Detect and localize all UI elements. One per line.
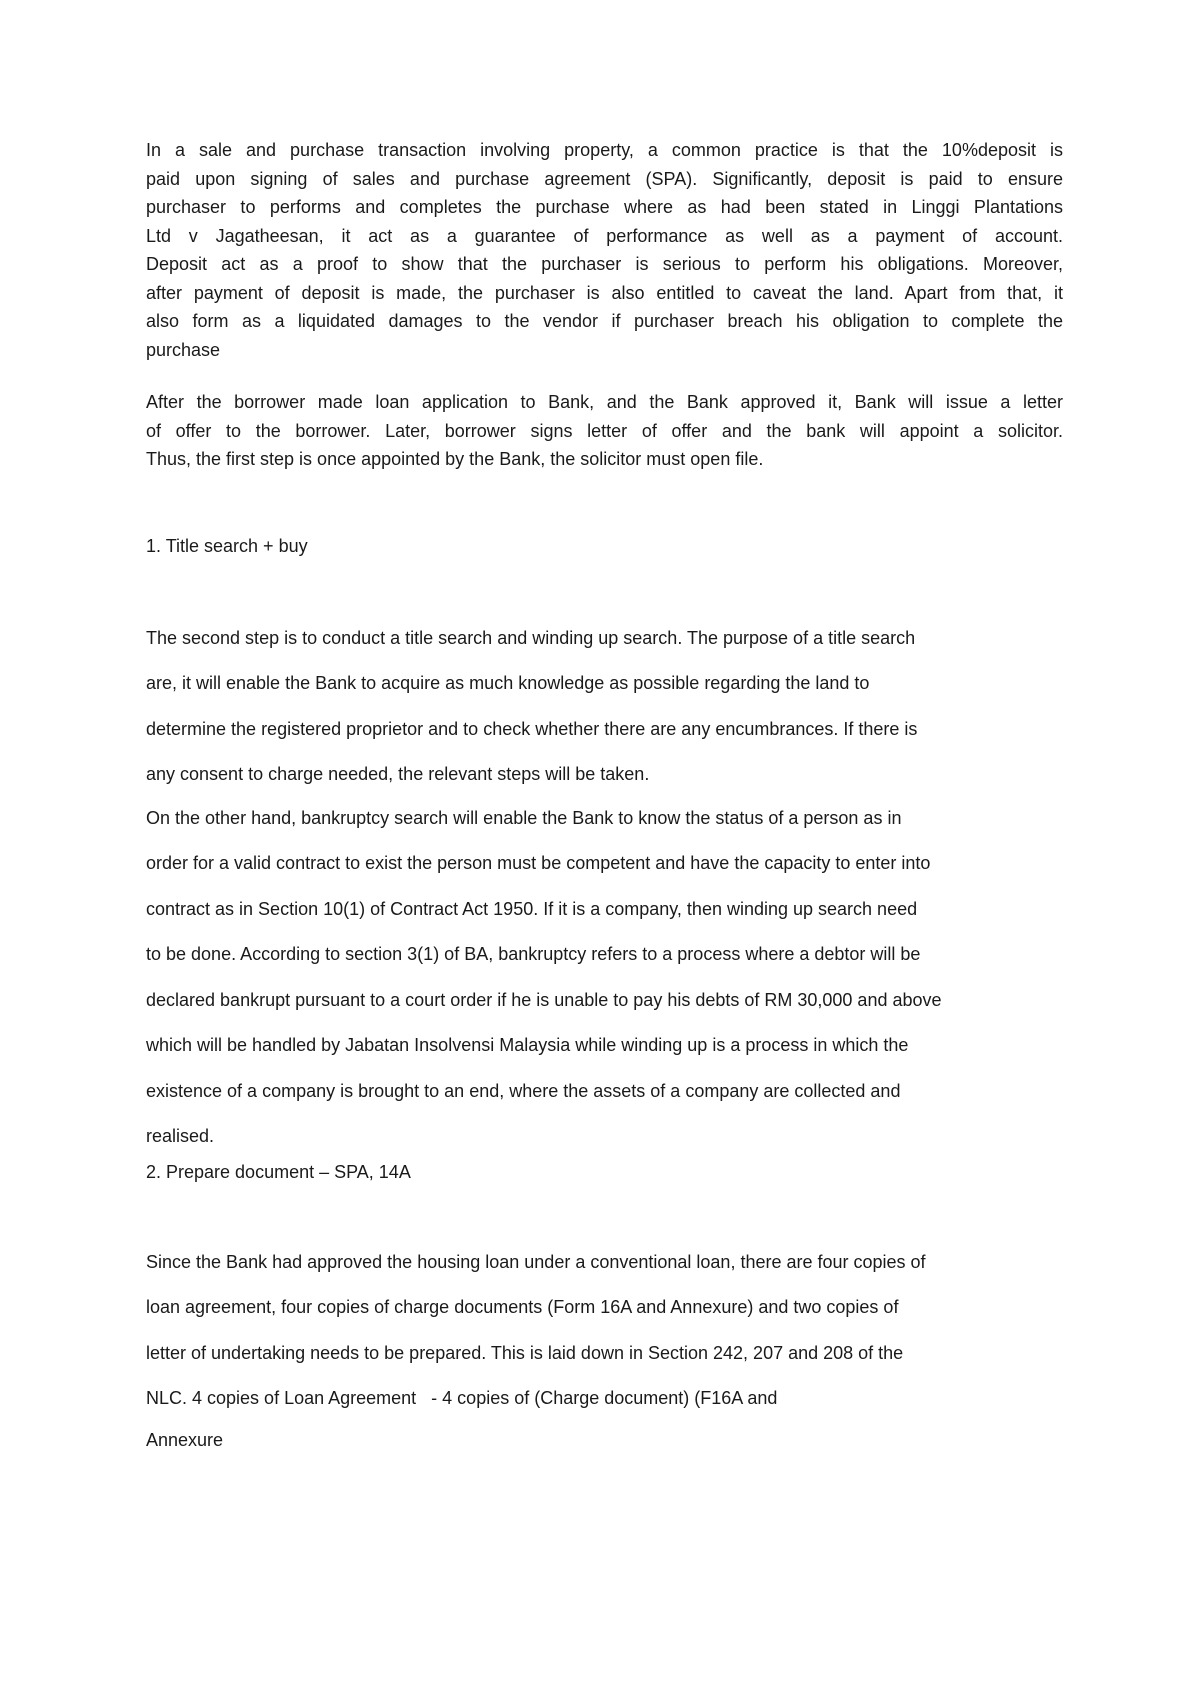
text-line: order for a valid contract to exist the person must be competent and have the capacity to enter into [146, 853, 931, 873]
text-line: contract as in Section 10(1) of Contract Act 1950. If it is a company, then winding up search need [146, 898, 918, 919]
text-line: After the borrower made loan application to Bank, and the Bank approved it, Bank will issue a letter [146, 392, 1063, 412]
paragraph-title-search [146, 616, 1063, 798]
section-heading-title-search: 1. Title search + buy [146, 535, 308, 556]
text-line: to be done. According to section 3(1) of BA, bankruptcy refers to a process where a debtor will be [146, 944, 921, 964]
paragraph-bankruptcy-search [146, 796, 1063, 1160]
text-line: Deposit act as a proof to show that the purchaser is serious to perform his obligations. Moreover, [146, 254, 1063, 274]
text-line: after payment of deposit is made, the purchaser is also entitled to caveat the land. Apart from that, it [146, 282, 1063, 303]
text-line: Thus, the first step is once appointed by the Bank, the solicitor must open file. [146, 449, 764, 469]
text-line-annexure: Annexure [146, 1429, 224, 1450]
text-line: declared bankrupt pursuant to a court order if he is unable to pay his debts of RM 30,000 and above [146, 989, 942, 1010]
text-line: letter of undertaking needs to be prepared. This is laid down in Section 242, 207 and 208 of the [146, 1342, 904, 1363]
text-line: purchase [146, 339, 221, 360]
text-line: Since the Bank had approved the housing loan under a conventional loan, there are four copies of [146, 1251, 926, 1272]
text-line: The second step is to conduct a title search and winding up search. The purpose of a title search [146, 627, 916, 648]
text-line: On the other hand, bankruptcy search will enable the Bank to know the status of a person as in [146, 807, 902, 828]
text-line: paid upon signing of sales and purchase agreement (SPA). Significantly, deposit is paid to ensure [146, 168, 1063, 189]
text-line: Ltd v Jagatheesan, it act as a guarantee of performance as well as a payment of account. [146, 225, 1063, 246]
text-line: any consent to charge needed, the relevant steps will be taken. [146, 764, 650, 784]
document-body [146, 136, 1063, 1454]
paragraph-deposit [146, 136, 1063, 364]
section-heading-prepare-document: 2. Prepare document – SPA, 14A [146, 1161, 411, 1182]
text-line: NLC. 4 copies of Loan Agreement - 4 copies of (Charge document) (F16A and [146, 1388, 778, 1408]
paragraph-loan-application [146, 388, 1063, 474]
text-line: loan agreement, four copies of charge documents (Form 16A and Annexure) and two copies of [146, 1297, 899, 1317]
text-line: of offer to the borrower. Later, borrower signs letter of offer and the bank will appoint a solicitor. [146, 420, 1063, 441]
text-line: In a sale and purchase transaction involving property, a common practice is that the 10%deposit is [146, 140, 1063, 160]
text-line: purchaser to performs and completes the purchase where as had been stated in Linggi Plantations [146, 197, 1063, 217]
text-line: existence of a company is brought to an end, where the assets of a company are collected and [146, 1080, 901, 1101]
text-line: are, it will enable the Bank to acquire as much knowledge as possible regarding the land to [146, 673, 870, 693]
text-line: also form as a liquidated damages to the vendor if purchaser breach his obligation to complete the [146, 311, 1063, 331]
text-line: which will be handled by Jabatan Insolvensi Malaysia while winding up is a process in which the [146, 1035, 909, 1055]
text-line: determine the registered proprietor and to check whether there are any encumbrances. If there is [146, 718, 918, 739]
paragraph-loan-documents [146, 1240, 1063, 1422]
text-line: realised. [146, 1126, 215, 1146]
